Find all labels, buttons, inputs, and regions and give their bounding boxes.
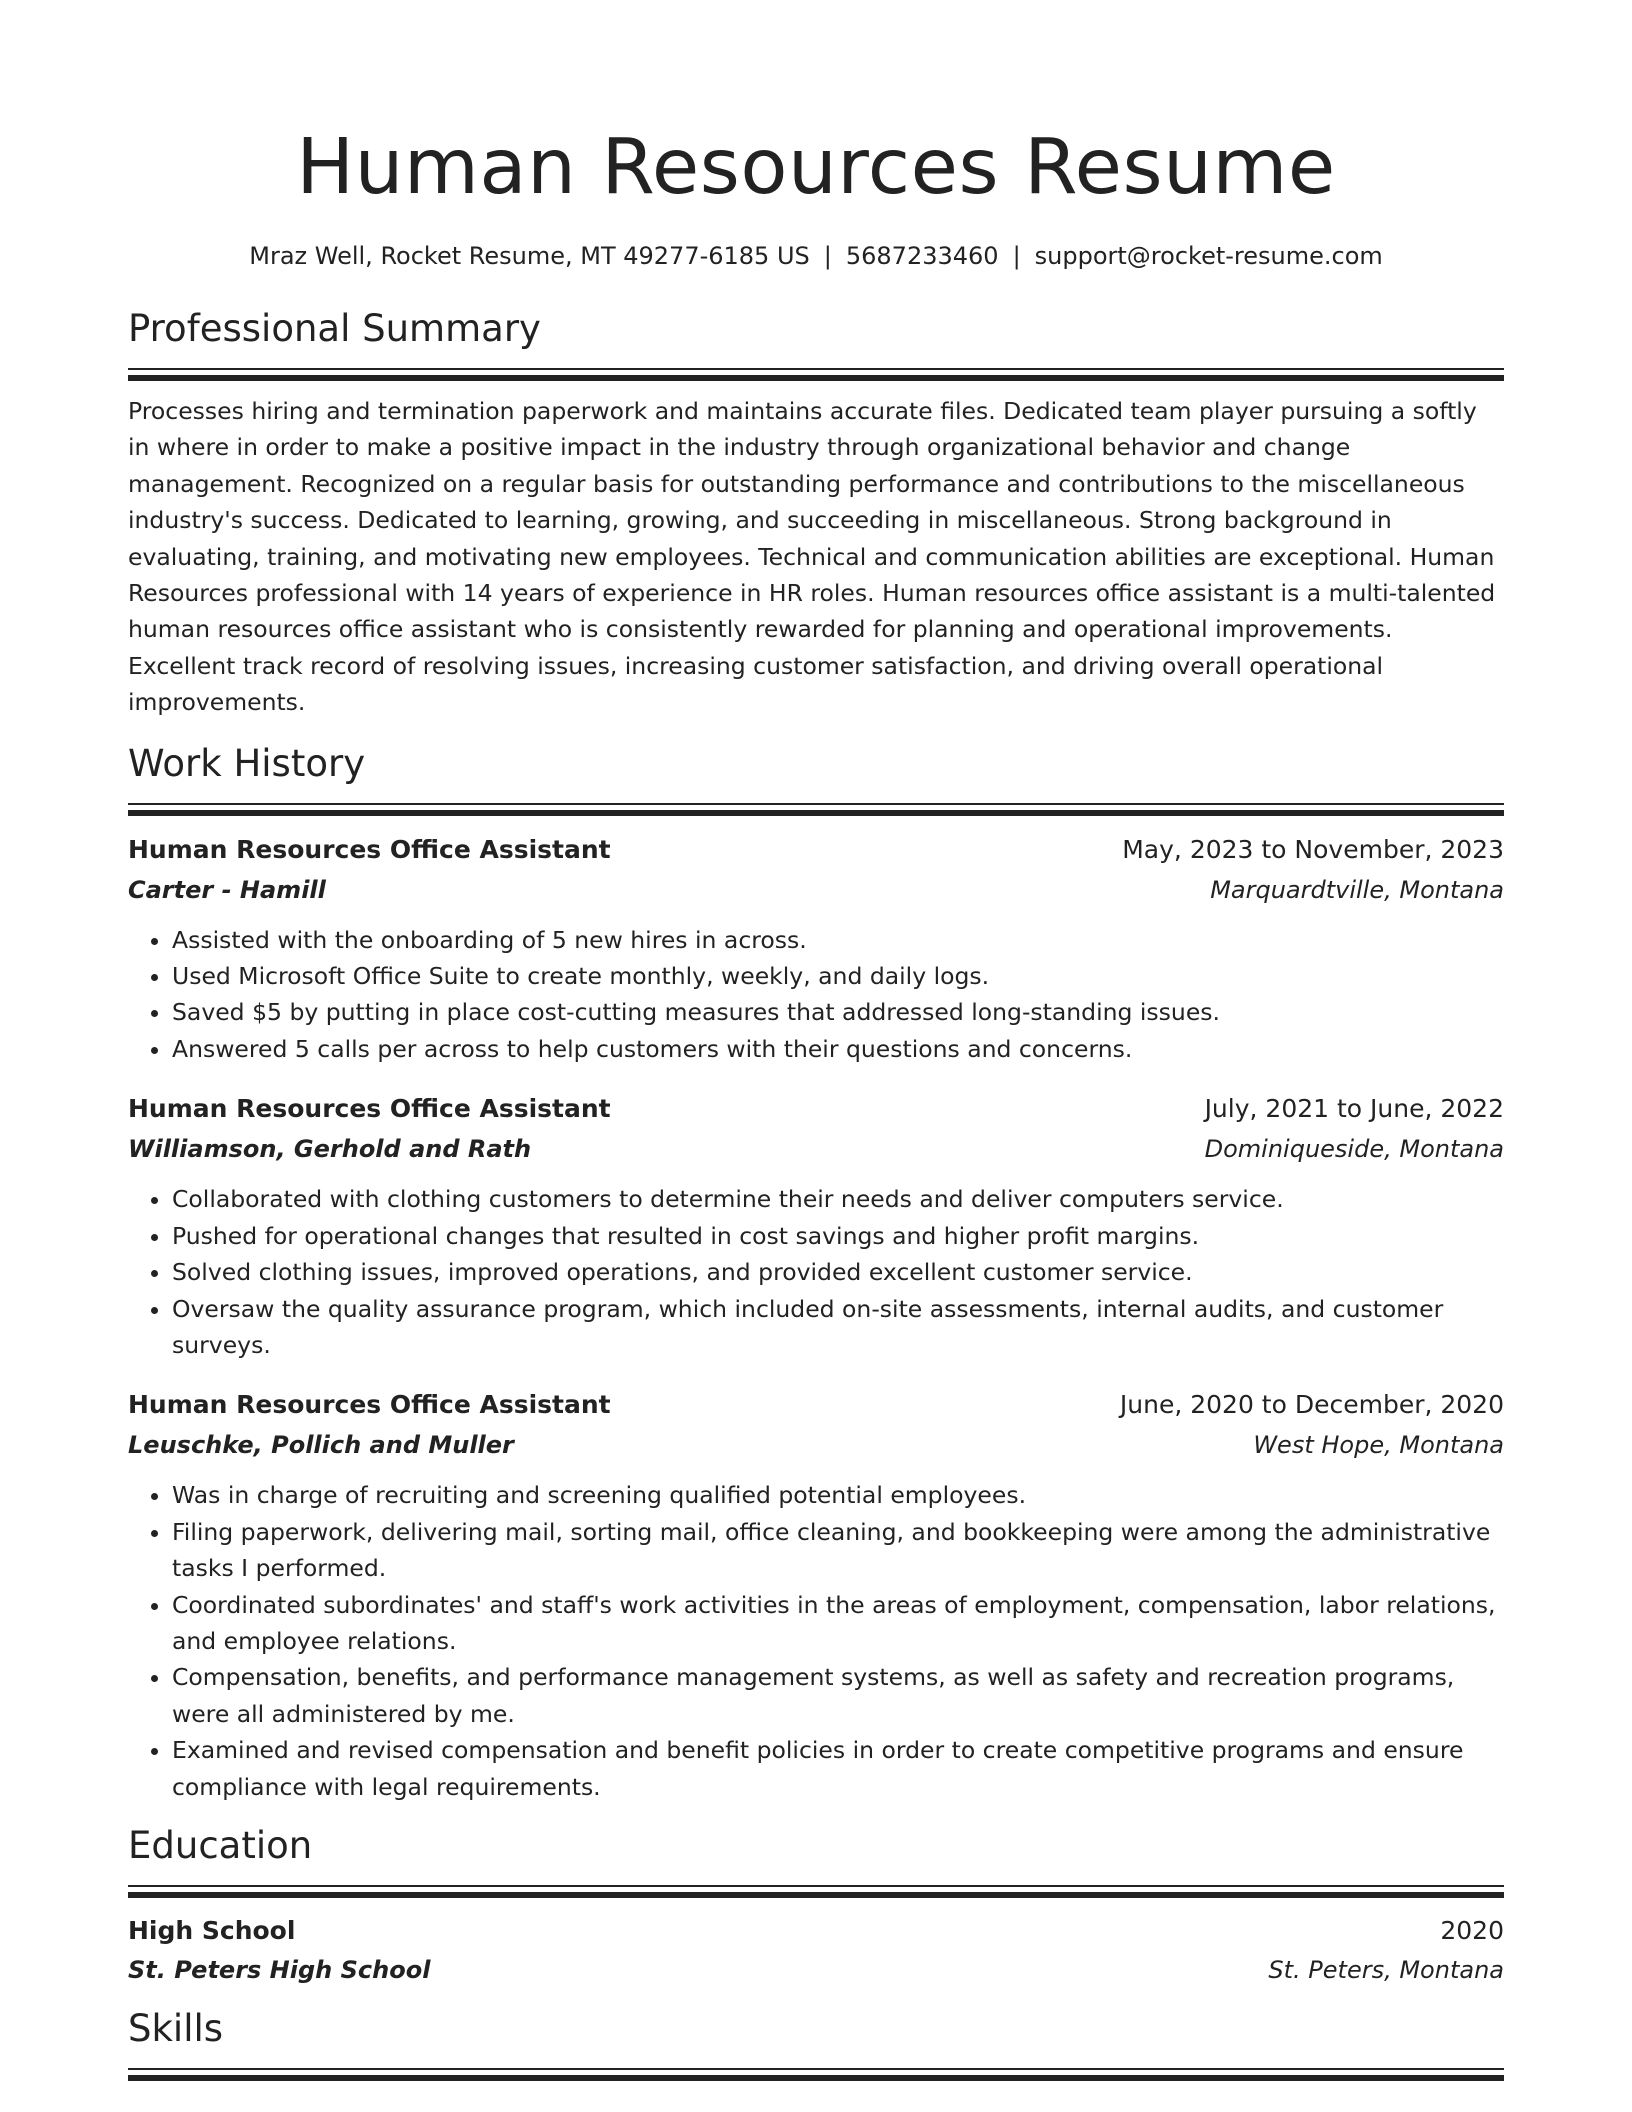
contact-phone: 5687233460 xyxy=(845,242,999,270)
job-dates: May, 2023 to November, 2023 xyxy=(1122,834,1504,864)
job-bullets xyxy=(128,922,1504,1068)
summary-section xyxy=(128,304,1504,721)
contact-line xyxy=(128,238,1504,274)
list-item: • Collaborated with clothing customers to determine their needs and deliver computers service. xyxy=(172,1181,1504,1217)
section-divider xyxy=(128,803,1504,816)
list-item: • Answered 5 calls per across to help customers with their questions and concerns. xyxy=(172,1031,1504,1067)
contact-email: support@rocket-resume.com xyxy=(1034,242,1383,270)
list-item: • Filing paperwork, delivering mail, sorting mail, office cleaning, and bookkeeping were among the administrative tasks I performed. xyxy=(172,1514,1504,1587)
job-entry xyxy=(128,830,1504,1068)
education-entry xyxy=(128,1912,1504,1990)
job-location: Dominiqueside, Montana xyxy=(1204,1135,1504,1164)
job-bullets xyxy=(128,1477,1504,1805)
job-location: Marquardtville, Montana xyxy=(1210,875,1504,904)
resume-page xyxy=(128,0,1504,2081)
list-item: • Used Microsoft Office Suite to create monthly, weekly, and daily logs. xyxy=(172,958,1504,994)
list-item: • Coordinated subordinates' and staff's work activities in the areas of employment, compensation, labor relations, and employee relations. xyxy=(172,1587,1504,1660)
section-heading-education: Education xyxy=(128,1823,313,1867)
contact-separator: | xyxy=(1012,242,1021,270)
list-item: • Pushed for operational changes that resulted in cost savings and higher profit margins. xyxy=(172,1218,1504,1254)
section-heading-skills: Skills xyxy=(128,2006,224,2050)
job-entry xyxy=(128,1089,1504,1363)
education-section xyxy=(128,1821,1504,1990)
list-item: • Solved clothing issues, improved operations, and provided excellent customer service. xyxy=(172,1254,1504,1290)
job-title: Human Resources Office Assistant xyxy=(128,1390,611,1420)
section-heading-summary: Professional Summary xyxy=(128,307,541,350)
job-location: West Hope, Montana xyxy=(1253,1431,1504,1460)
section-heading-work-history: Work History xyxy=(128,741,366,785)
list-item: • Oversaw the quality assurance program, which included on-site assessments, internal audits, and customer surveys. xyxy=(172,1291,1504,1364)
work-history-section xyxy=(128,739,1504,1805)
contact-separator: | xyxy=(823,242,832,270)
section-divider xyxy=(128,1885,1504,1898)
degree-name: High School xyxy=(128,1915,296,1945)
job-title: Human Resources Office Assistant xyxy=(128,1094,611,1124)
skills-section xyxy=(128,2004,1504,2081)
list-item: • Assisted with the onboarding of 5 new hires in across. xyxy=(172,922,1504,958)
school-location: St. Peters, Montana xyxy=(1268,1955,1504,1984)
resume-title: Human Resources Resume xyxy=(296,123,1336,212)
company-name: Williamson, Gerhold and Rath xyxy=(128,1135,532,1164)
list-item: • Was in charge of recruiting and screening qualified potential employees. xyxy=(172,1477,1504,1513)
company-name: Leuschke, Pollich and Muller xyxy=(128,1431,514,1460)
list-item: • Compensation, benefits, and performance management systems, as well as safety and recreation programs, were all administered by me. xyxy=(172,1659,1504,1732)
section-divider xyxy=(128,2068,1504,2081)
list-item: • Saved $5 by putting in place cost-cutting measures that addressed long-standing issues. xyxy=(172,994,1504,1030)
graduation-year: 2020 xyxy=(1440,1915,1504,1945)
company-name: Carter - Hamill xyxy=(128,875,326,904)
job-dates: July, 2021 to June, 2022 xyxy=(1204,1094,1504,1124)
job-bullets xyxy=(128,1181,1504,1363)
job-dates: June, 2020 to December, 2020 xyxy=(1119,1390,1504,1420)
section-divider xyxy=(128,368,1504,381)
list-item: • Examined and revised compensation and benefit policies in order to create competitive programs and ensure compliance with legal requirements. xyxy=(172,1732,1504,1805)
contact-address: Mraz Well, Rocket Resume, MT 49277-6185 US xyxy=(249,242,810,270)
school-name: St. Peters High School xyxy=(128,1955,431,1984)
job-entry xyxy=(128,1385,1504,1805)
summary-text: Processes hiring and termination paperwork and maintains accurate files. Dedicated team player pursuing a softly in where in order to make a positive impact in the industry through organizational behavior and change management. Recognized on a regular basis for outstanding performance and contributions to the miscellaneous industry's success. Dedicated to learning, growing, and succeeding in miscellaneous. Strong background in evaluating, training, and motivating new employees. Technical and communication abilities are exceptional. Human Resources professional with 14 years of experience in HR roles. Human resources office assistant is a multi-talented human resources office assistant who is consistently rewarded for planning and operational improvements. Excellent track record of resolving issues, increasing customer satisfaction, and driving overall operational improvements. xyxy=(128,397,1496,717)
job-title: Human Resources Office Assistant xyxy=(128,834,611,864)
